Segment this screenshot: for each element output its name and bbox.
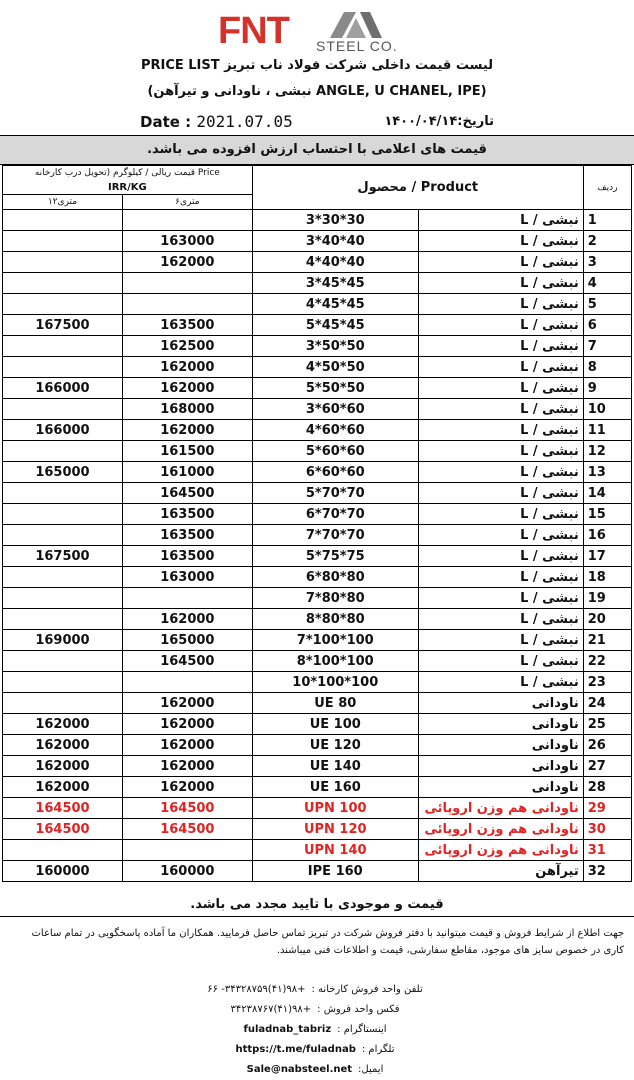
table-row	[3, 861, 632, 882]
price-6m-cell: 162000	[122, 609, 252, 630]
row-number-cell: 10	[583, 399, 631, 420]
price-12m-cell	[3, 441, 123, 462]
row-number-cell: 11	[583, 420, 631, 441]
size-cell: 10*100*100	[252, 672, 418, 693]
price-6m-cell	[122, 840, 252, 861]
factory-phone[interactable]: +۹۸(۴۱)۳۴۳۲۸۷۵۹- ۶۶	[207, 984, 306, 995]
price-6m-cell: 162000	[122, 252, 252, 273]
price-6m-cell: 164500	[122, 651, 252, 672]
type-cell: نبشی / L	[418, 630, 583, 651]
row-number-cell: 31	[583, 840, 631, 861]
row-number-cell: 27	[583, 756, 631, 777]
type-cell: نبشی / L	[418, 672, 583, 693]
size-cell: 6*80*80	[252, 567, 418, 588]
type-cell: نبشی / L	[418, 252, 583, 273]
table-row	[3, 399, 632, 420]
price-table	[2, 165, 632, 882]
price-12m-cell	[3, 840, 123, 861]
price-12m-cell	[3, 357, 123, 378]
table-row	[3, 546, 632, 567]
size-cell: 8*80*80	[252, 609, 418, 630]
email-address[interactable]: Sale@nabsteel.net	[246, 1064, 353, 1075]
price-12m-cell	[3, 504, 123, 525]
price-6m-cell	[122, 273, 252, 294]
document-title: لیست قیمت داخلی شرکت فولاد ناب تبریز PRICE LIST	[140, 58, 494, 73]
type-cell: نبشی / L	[418, 651, 583, 672]
factory-phone-row	[150, 980, 480, 1000]
row-number-cell: 22	[583, 651, 631, 672]
size-cell: 8*100*100	[252, 651, 418, 672]
instagram-handle[interactable]: fuladnab_tabriz	[243, 1024, 332, 1035]
size-cell: UPN 120	[252, 819, 418, 840]
telegram-row	[150, 1040, 480, 1060]
type-cell: نبشی / L	[418, 273, 583, 294]
type-cell: نبشی / L	[418, 210, 583, 231]
logo-text: FNT	[218, 10, 289, 52]
type-cell: ناودانی هم وزن اروپائی	[418, 819, 583, 840]
price-6m-cell: 163500	[122, 525, 252, 546]
table-row	[3, 567, 632, 588]
size-cell: 7*80*80	[252, 588, 418, 609]
fax-row	[150, 1000, 480, 1020]
table-row	[3, 315, 632, 336]
price-12m-cell: 166000	[3, 378, 123, 399]
size-cell: UE 120	[252, 735, 418, 756]
type-cell: نبشی / L	[418, 315, 583, 336]
price-6m-cell: 165000	[122, 630, 252, 651]
size-cell: 6*70*70	[252, 504, 418, 525]
type-cell: نبشی / L	[418, 483, 583, 504]
type-cell: ناودانی	[418, 693, 583, 714]
table-row	[3, 651, 632, 672]
table-row	[3, 483, 632, 504]
size-cell: 5*75*75	[252, 546, 418, 567]
table-row	[3, 357, 632, 378]
type-cell: نبشی / L	[418, 294, 583, 315]
price-12m-cell	[3, 210, 123, 231]
size-cell: 5*70*70	[252, 483, 418, 504]
price-12m-cell	[3, 252, 123, 273]
table-row	[3, 462, 632, 483]
logo-subtext: STEEL CO.	[316, 38, 398, 54]
size-cell: 5*45*45	[252, 315, 418, 336]
price-6m-cell: 164500	[122, 798, 252, 819]
fax-label: فکس واحد فروش :	[317, 1004, 400, 1015]
row-number-cell: 23	[583, 672, 631, 693]
divider	[0, 916, 634, 917]
type-cell: نبشی / L	[418, 399, 583, 420]
type-cell: تیرآهن	[418, 861, 583, 882]
header-price: قیمت ریالی / کیلوگرم (تحویل درب کارخانه Price	[3, 166, 253, 181]
price-6m-cell	[122, 210, 252, 231]
price-12m-cell: 164500	[3, 798, 123, 819]
header-6m: ۶متری	[122, 195, 252, 210]
price-12m-cell	[3, 693, 123, 714]
table-row	[3, 273, 632, 294]
price-6m-cell: 162000	[122, 693, 252, 714]
type-cell: نبشی / L	[418, 462, 583, 483]
table-row	[3, 441, 632, 462]
row-number-cell: 13	[583, 462, 631, 483]
date-value: 2021.07.05	[196, 112, 293, 131]
size-cell: UE 100	[252, 714, 418, 735]
factory-phone-label: تلفن واحد فروش کارخانه :	[311, 984, 423, 995]
row-number-cell: 2	[583, 231, 631, 252]
table-row	[3, 588, 632, 609]
type-cell: نبشی / L	[418, 525, 583, 546]
row-number-cell: 14	[583, 483, 631, 504]
size-cell: UPN 140	[252, 840, 418, 861]
row-number-cell: 24	[583, 693, 631, 714]
price-12m-cell	[3, 399, 123, 420]
table-row	[3, 798, 632, 819]
row-number-cell: 4	[583, 273, 631, 294]
header-row-no: ردیف	[583, 166, 631, 210]
row-number-cell: 25	[583, 714, 631, 735]
size-cell: 5*50*50	[252, 378, 418, 399]
row-number-cell: 5	[583, 294, 631, 315]
vat-notice-banner: قیمت های اعلامی با احتساب ارزش افزوده می باشد.	[0, 136, 634, 165]
size-cell: 6*60*60	[252, 462, 418, 483]
row-number-cell: 8	[583, 357, 631, 378]
table-row	[3, 231, 632, 252]
price-6m-cell: 162000	[122, 756, 252, 777]
size-cell: UPN 100	[252, 798, 418, 819]
date-persian: تاریخ:۱۴۰۰/۰۴/۱۴	[384, 114, 494, 129]
price-12m-cell: 160000	[3, 861, 123, 882]
table-row	[3, 672, 632, 693]
price-6m-cell	[122, 672, 252, 693]
type-cell: ناودانی	[418, 756, 583, 777]
size-cell: 3*45*45	[252, 273, 418, 294]
type-cell: نبشی / L	[418, 567, 583, 588]
type-cell: نبشی / L	[418, 231, 583, 252]
type-cell: نبشی / L	[418, 441, 583, 462]
row-number-cell: 3	[583, 252, 631, 273]
size-cell: UE 140	[252, 756, 418, 777]
document-subtitle: (نبشی ، ناودانی و تیرآهن ANGLE, U CHANEL, IPE)	[147, 84, 487, 99]
price-6m-cell: 162000	[122, 714, 252, 735]
email-label: ایمیل:	[358, 1064, 384, 1075]
date-line	[140, 112, 293, 131]
header-product: محصول / Product	[252, 166, 583, 210]
row-number-cell: 1	[583, 210, 631, 231]
price-12m-cell: 167500	[3, 315, 123, 336]
size-cell: 3*50*50	[252, 336, 418, 357]
header-12m: ۱۲متری	[3, 195, 123, 210]
instagram-label: اینستاگرام :	[337, 1024, 387, 1035]
table-row	[3, 819, 632, 840]
table-row	[3, 609, 632, 630]
type-cell: نبشی / L	[418, 504, 583, 525]
price-12m-cell	[3, 609, 123, 630]
type-cell: نبشی / L	[418, 378, 583, 399]
row-number-cell: 18	[583, 567, 631, 588]
price-6m-cell: 162000	[122, 378, 252, 399]
price-6m-cell: 162000	[122, 420, 252, 441]
row-number-cell: 17	[583, 546, 631, 567]
row-number-cell: 6	[583, 315, 631, 336]
price-6m-cell: 164500	[122, 483, 252, 504]
price-6m-cell	[122, 294, 252, 315]
size-cell: 4*60*60	[252, 420, 418, 441]
row-number-cell: 30	[583, 819, 631, 840]
price-12m-cell	[3, 672, 123, 693]
contact-block	[150, 980, 480, 1080]
price-12m-cell	[3, 336, 123, 357]
size-cell: IPE 160	[252, 861, 418, 882]
fax-number[interactable]: +۹۸(۴۱)۳۴۲۳۸۷۶۷	[230, 1004, 312, 1015]
size-cell: 7*100*100	[252, 630, 418, 651]
table-row	[3, 378, 632, 399]
header-price-unit: IRR/KG	[3, 180, 253, 195]
type-cell: نبشی / L	[418, 588, 583, 609]
price-6m-cell: 164500	[122, 819, 252, 840]
price-6m-cell: 168000	[122, 399, 252, 420]
table-row	[3, 210, 632, 231]
price-6m-cell: 161500	[122, 441, 252, 462]
price-6m-cell: 163500	[122, 504, 252, 525]
price-12m-cell: 162000	[3, 777, 123, 798]
table-row	[3, 735, 632, 756]
email-row	[150, 1060, 480, 1080]
size-cell: 4*40*40	[252, 252, 418, 273]
row-number-cell: 32	[583, 861, 631, 882]
type-cell: نبشی / L	[418, 420, 583, 441]
row-number-cell: 9	[583, 378, 631, 399]
price-12m-cell: 162000	[3, 756, 123, 777]
type-cell: ناودانی	[418, 735, 583, 756]
type-cell: ناودانی هم وزن اروپائی	[418, 840, 583, 861]
price-12m-cell	[3, 294, 123, 315]
table-row	[3, 420, 632, 441]
table-row	[3, 714, 632, 735]
price-6m-cell: 160000	[122, 861, 252, 882]
size-cell: UE 80	[252, 693, 418, 714]
instagram-row	[150, 1020, 480, 1040]
telegram-link[interactable]: https://t.me/fuladnab	[235, 1044, 356, 1055]
table-row	[3, 252, 632, 273]
price-12m-cell: 169000	[3, 630, 123, 651]
price-6m-cell: 162000	[122, 777, 252, 798]
table-row	[3, 525, 632, 546]
table-row	[3, 504, 632, 525]
size-cell: 4*45*45	[252, 294, 418, 315]
table-row	[3, 294, 632, 315]
row-number-cell: 28	[583, 777, 631, 798]
telegram-label: تلگرام :	[361, 1044, 395, 1055]
type-cell: نبشی / L	[418, 336, 583, 357]
table-row	[3, 840, 632, 861]
price-6m-cell: 162500	[122, 336, 252, 357]
sales-info-text: جهت اطلاع از شرایط فروش و قیمت میتوانید با دفتر فروش شرکت در تبریز تماس حاصل فرمایید. همکاران ما آماده پاسخگویی در تمام ساعات کاری در خصوص سایز های موجود، مقاطع سفارشی، قیمت و اطلاعات فنی میباشند.	[31, 928, 624, 956]
type-cell: نبشی / L	[418, 609, 583, 630]
price-6m-cell: 161000	[122, 462, 252, 483]
price-6m-cell: 163000	[122, 567, 252, 588]
row-number-cell: 21	[583, 630, 631, 651]
price-6m-cell: 163500	[122, 546, 252, 567]
row-number-cell: 29	[583, 798, 631, 819]
logo-mark-icon	[330, 12, 382, 38]
table-row	[3, 693, 632, 714]
price-12m-cell	[3, 525, 123, 546]
row-number-cell: 12	[583, 441, 631, 462]
price-6m-cell: 163500	[122, 315, 252, 336]
row-number-cell: 26	[583, 735, 631, 756]
price-12m-cell	[3, 483, 123, 504]
table-row	[3, 756, 632, 777]
size-cell: 5*60*60	[252, 441, 418, 462]
row-number-cell: 16	[583, 525, 631, 546]
price-12m-cell: 167500	[3, 546, 123, 567]
type-cell: ناودانی	[418, 714, 583, 735]
row-number-cell: 20	[583, 609, 631, 630]
price-12m-cell	[3, 273, 123, 294]
price-12m-cell: 165000	[3, 462, 123, 483]
price-12m-cell: 164500	[3, 819, 123, 840]
row-number-cell: 7	[583, 336, 631, 357]
size-cell: 4*50*50	[252, 357, 418, 378]
row-number-cell: 15	[583, 504, 631, 525]
price-6m-cell: 162000	[122, 357, 252, 378]
price-12m-cell	[3, 651, 123, 672]
price-12m-cell	[3, 231, 123, 252]
stock-notice: قیمت و موجودی با تایید مجدد می باشد.	[190, 897, 444, 912]
price-12m-cell	[3, 588, 123, 609]
price-12m-cell: 162000	[3, 735, 123, 756]
price-12m-cell: 166000	[3, 420, 123, 441]
type-cell: ناودانی هم وزن اروپائی	[418, 798, 583, 819]
table-row	[3, 777, 632, 798]
price-6m-cell	[122, 588, 252, 609]
price-12m-cell: 162000	[3, 714, 123, 735]
type-cell: ناودانی	[418, 777, 583, 798]
price-6m-cell: 162000	[122, 735, 252, 756]
table-row	[3, 336, 632, 357]
table-row	[3, 630, 632, 651]
company-logo	[218, 6, 418, 52]
price-6m-cell: 163000	[122, 231, 252, 252]
type-cell: نبشی / L	[418, 357, 583, 378]
size-cell: 3*30*30	[252, 210, 418, 231]
size-cell: 3*60*60	[252, 399, 418, 420]
price-12m-cell	[3, 567, 123, 588]
type-cell: نبشی / L	[418, 546, 583, 567]
size-cell: 7*70*70	[252, 525, 418, 546]
row-number-cell: 19	[583, 588, 631, 609]
size-cell: UE 160	[252, 777, 418, 798]
size-cell: 3*40*40	[252, 231, 418, 252]
date-label: Date :	[140, 113, 192, 131]
